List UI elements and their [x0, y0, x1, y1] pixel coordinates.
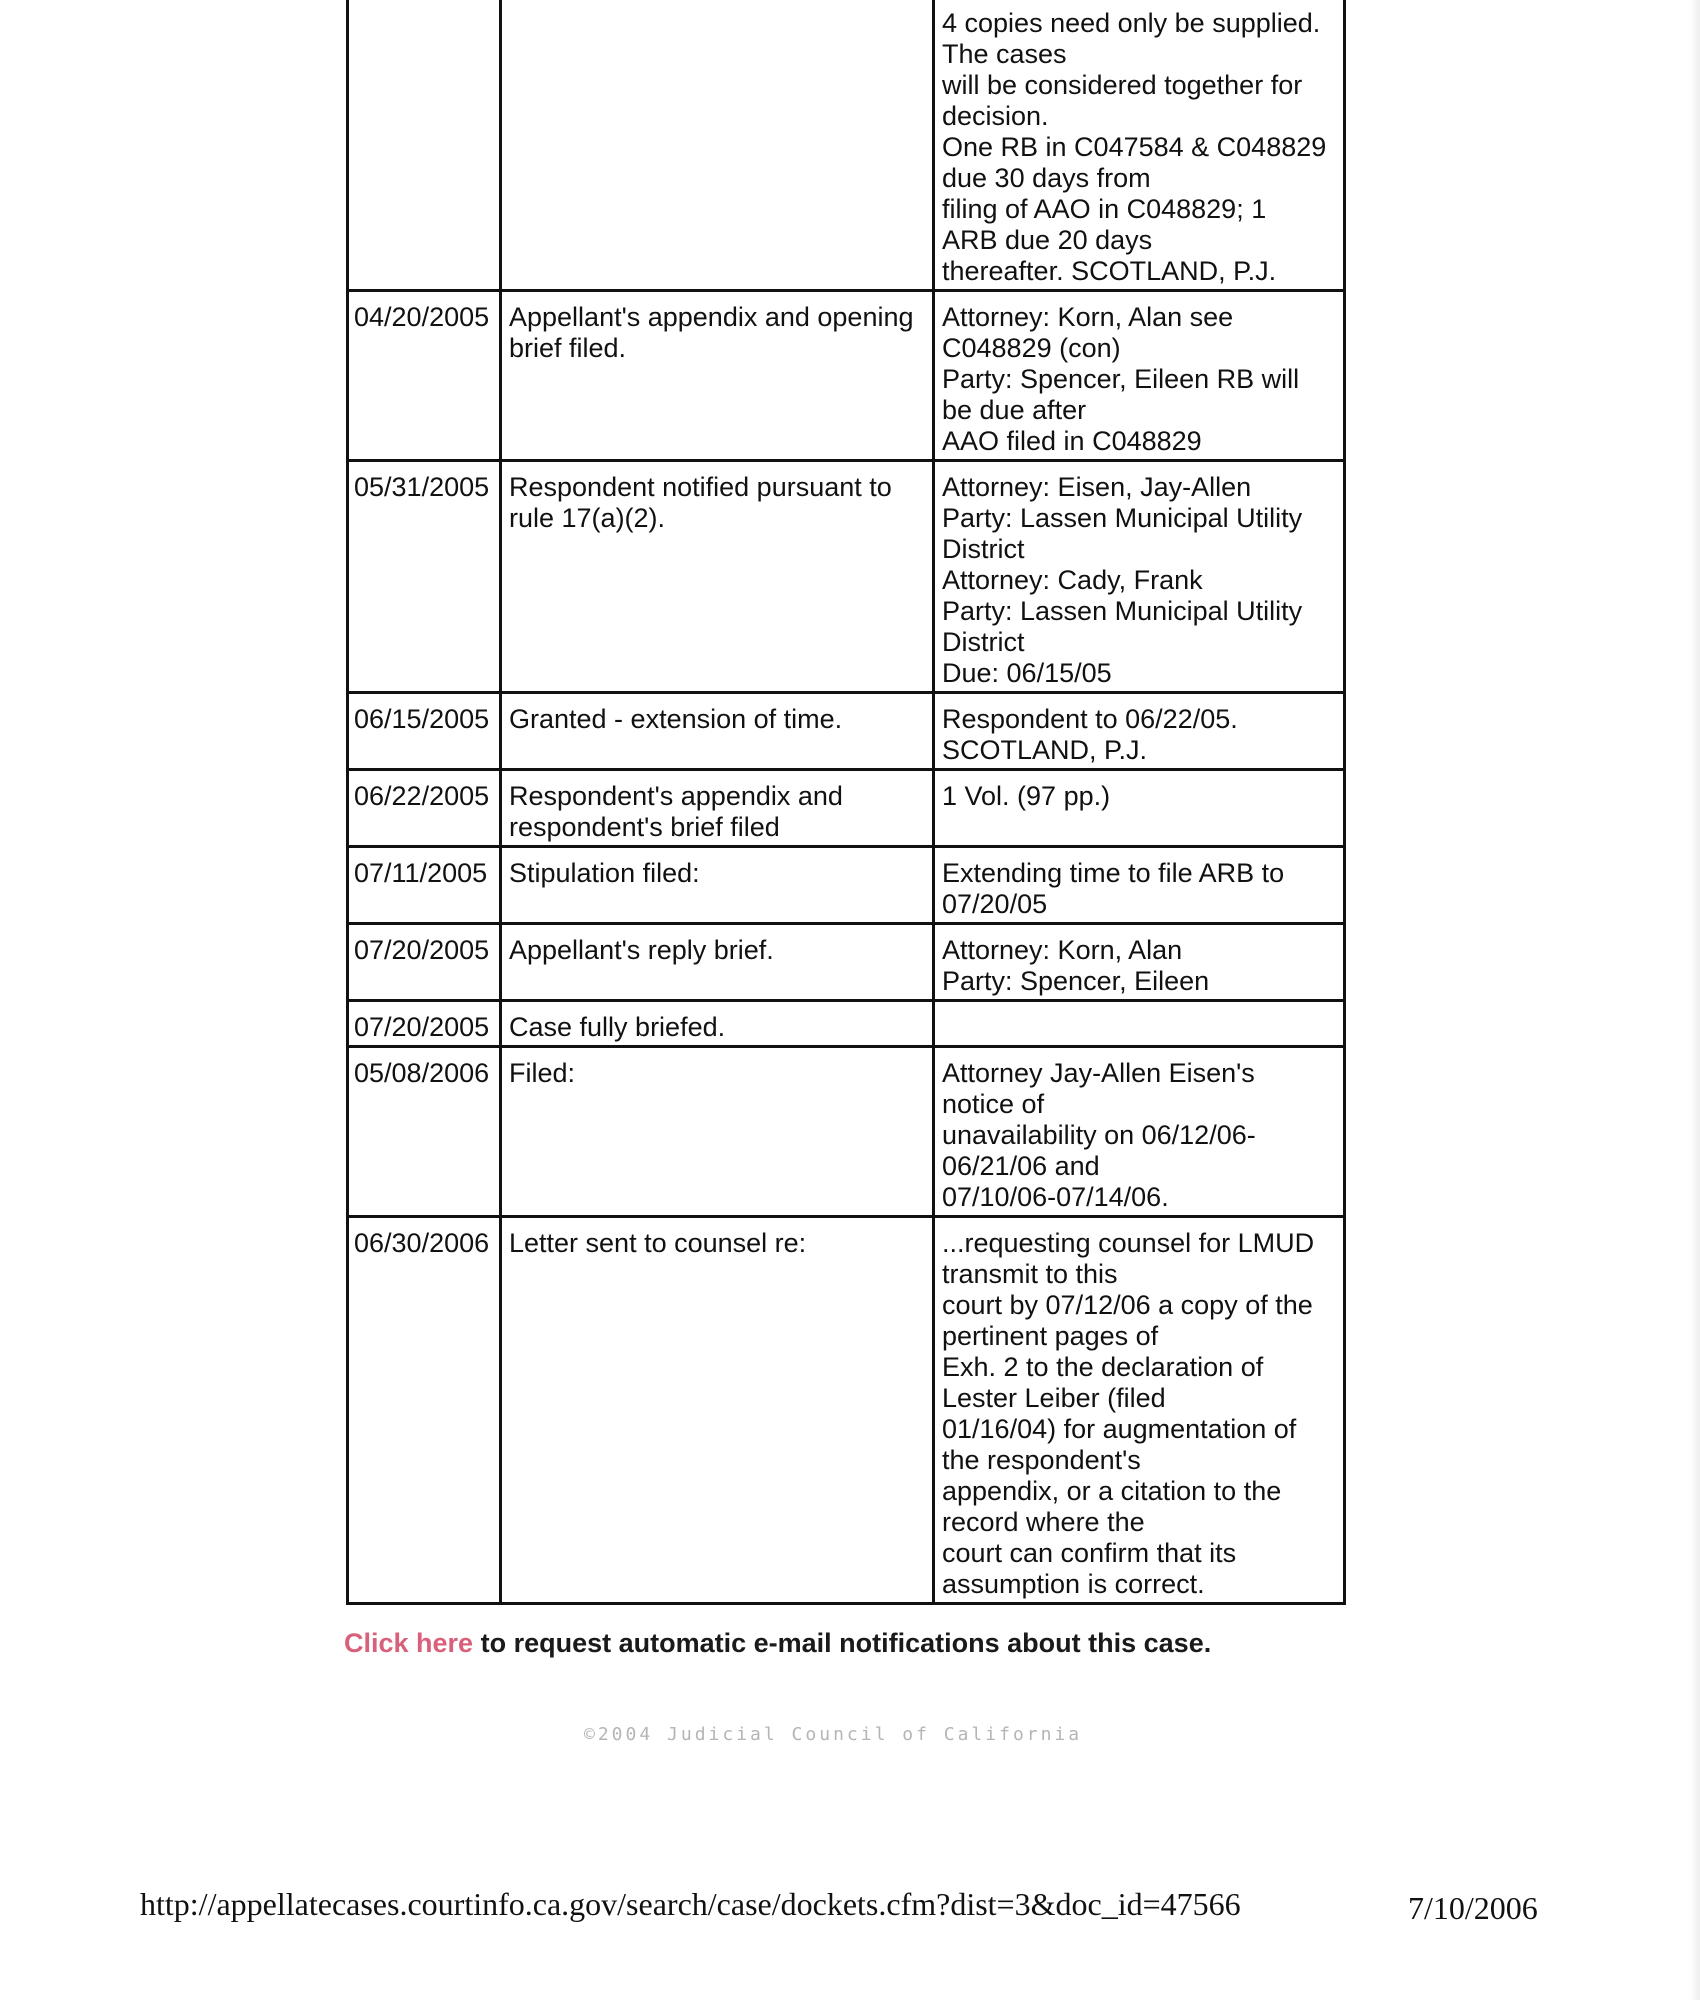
- docket-date: [348, 0, 501, 291]
- docket-date: 07/20/2005: [348, 924, 501, 1001]
- docket-row: [348, 0, 1345, 291]
- docket-description: Stipulation filed:: [501, 847, 934, 924]
- docket-date: 07/11/2005: [348, 847, 501, 924]
- docket-row: [348, 291, 1345, 461]
- docket-table: [346, 0, 1346, 1605]
- docket-table-body: [348, 0, 1345, 1604]
- docket-description: Appellant's reply brief.: [501, 924, 934, 1001]
- docket-notes: Respondent to 06/22/05. SCOTLAND, P.J.: [934, 693, 1345, 770]
- docket-date: 07/20/2005: [348, 1001, 501, 1047]
- docket-notes: Attorney: Korn, Alan see C048829 (con) Party: Spencer, Eileen RB will be due after AAO filed in C048829: [934, 291, 1345, 461]
- docket-description: Granted - extension of time.: [501, 693, 934, 770]
- docket-date: 05/31/2005: [348, 461, 501, 693]
- docket-notes: ...requesting counsel for LMUD transmit to this court by 07/12/06 a copy of the pertinent pages of Exh. 2 to the declaration of Lester Leiber (filed 01/16/04) for augmentation of the respondent's appendix, or a citation to the record where the court can confirm that its assumption is correct.: [934, 1217, 1345, 1604]
- docket-date: 06/22/2005: [348, 770, 501, 847]
- docket-description: Appellant's appendix and opening brief filed.: [501, 291, 934, 461]
- docket-row: [348, 693, 1345, 770]
- page-edge-shadow: [1690, 0, 1700, 2000]
- docket-notes: 1 Vol. (97 pp.): [934, 770, 1345, 847]
- docket-notes: Attorney: Eisen, Jay-Allen Party: Lassen Municipal Utility District Attorney: Cady, Frank Party: Lassen Municipal Utility District Due: 06/15/05: [934, 461, 1345, 693]
- footer-date: 7/10/2006: [1408, 1890, 1538, 1926]
- docket-date: 05/08/2006: [348, 1047, 501, 1217]
- footer-url: http://appellatecases.courtinfo.ca.gov/search/case/dockets.cfm?dist=3&doc_id=47566: [140, 1886, 1241, 1922]
- docket-description: Filed:: [501, 1047, 934, 1217]
- docket-date: 04/20/2005: [348, 291, 501, 461]
- docket-date: 06/30/2006: [348, 1217, 501, 1604]
- docket-notes: [934, 1001, 1345, 1047]
- email-notification-prompt: [344, 1628, 1211, 1659]
- docket-notes: Attorney: Korn, Alan Party: Spencer, Eileen: [934, 924, 1345, 1001]
- click-here-link[interactable]: Click here: [344, 1628, 474, 1658]
- docket-notes: Extending time to file ARB to 07/20/05: [934, 847, 1345, 924]
- notification-text: to request automatic e-mail notifications about this case.: [473, 1628, 1212, 1658]
- docket-row: [348, 847, 1345, 924]
- docket-notes: 4 copies need only be supplied. The cases will be considered together for decision. One RB in C047584 & C048829 due 30 days from filing of AAO in C048829; 1 ARB due 20 days thereafter. SCOTLAND, P.J.: [934, 0, 1345, 291]
- copyright-notice: ©2004 Judicial Council of California: [584, 1724, 1083, 1745]
- docket-description: Case fully briefed.: [501, 1001, 934, 1047]
- docket-row: [348, 1047, 1345, 1217]
- docket-row: [348, 1217, 1345, 1604]
- docket-row: [348, 1001, 1345, 1047]
- docket-row: [348, 770, 1345, 847]
- docket-row: [348, 461, 1345, 693]
- docket-notes: Attorney Jay-Allen Eisen's notice of unavailability on 06/12/06- 06/21/06 and 07/10/06-07/14/06.: [934, 1047, 1345, 1217]
- docket-description: Respondent's appendix and respondent's brief filed: [501, 770, 934, 847]
- docket-description: Respondent notified pursuant to rule 17(a)(2).: [501, 461, 934, 693]
- docket-row: [348, 924, 1345, 1001]
- docket-description: [501, 0, 934, 291]
- docket-description: Letter sent to counsel re:: [501, 1217, 934, 1604]
- docket-date: 06/15/2005: [348, 693, 501, 770]
